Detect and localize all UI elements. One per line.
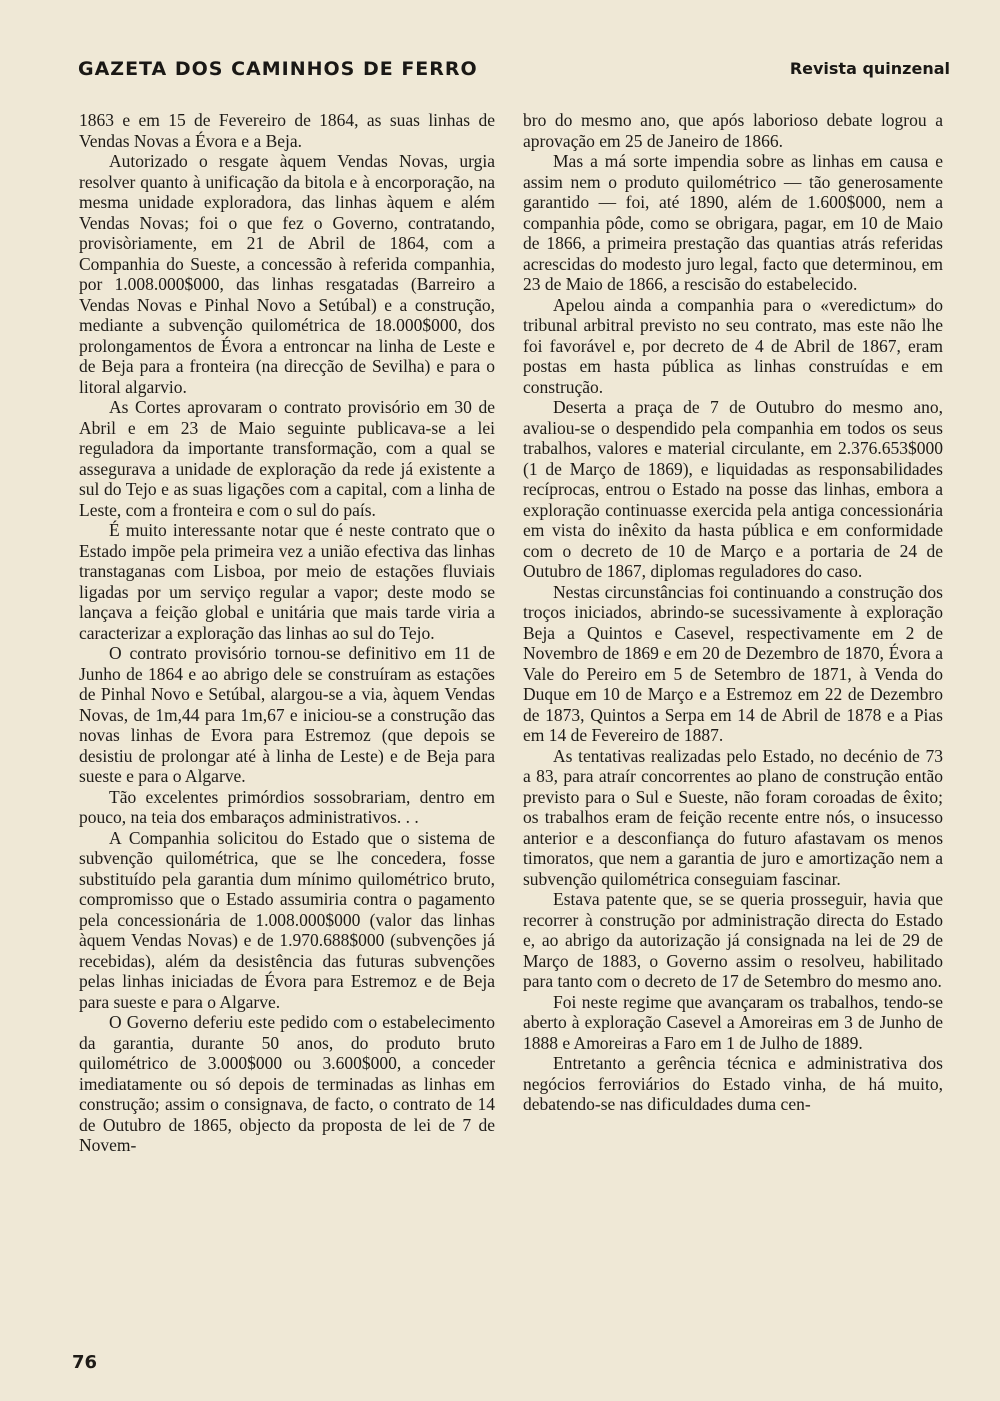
left-column (79, 110, 495, 1156)
paragraph: Tão excelentes primórdios sossobrariam, dentro em pouco, na teia dos embaraços administrativos. . . (79, 786, 495, 827)
paragraph: Autorizado o resgate àquem Vendas Novas, urgia resolver quanto à unificação da bitola e à encorporação, na mesma unidade exploradora, das linhas àquem e além Vendas Novas; foi o que fez o Governo, contratando, provisòriamente, em 21 de Abril de 1864, com a Companhia do Sueste, a concessão à referida companhia, por 1.008.000$000, das linhas resgatadas (Barreiro a Vendas Novas e Pinhal Novo a Setúbal) e a construção, mediante a subvenção quilométrica de 18.000$000, dos prolongamentos de Évora a entroncar na linha de Leste e de Beja para a fronteira (na direcção de Sevilha) e para o litoral algarvio. (79, 151, 495, 397)
paragraph: bro do mesmo ano, que após laborioso debate logrou a aprovação em 25 de Janeiro de 1866. (523, 110, 943, 151)
right-column (523, 110, 943, 1115)
paragraph: O contrato provisório tornou-se definitivo em 11 de Junho de 1864 e ao abrigo dele se construíram as estações de Pinhal Novo e Setúbal, alargou-se a via, àquem Vendas Novas, de 1m,44 para 1m,67 e iniciou-se a construção das novas linhas de Evora para Estremoz (que depois se desistiu de prolongar até à linha de Leste) e de Beja para sueste e para o Algarve. (79, 643, 495, 786)
paragraph: 1863 e em 15 de Fevereiro de 1864, as suas linhas de Vendas Novas a Évora e a Beja. (79, 110, 495, 151)
page-number: 76 (72, 1352, 98, 1373)
publication-title: GAZETA DOS CAMINHOS DE FERRO (78, 58, 478, 80)
paragraph: Foi neste regime que avançaram os trabalhos, tendo-se aberto à exploração Casevel a Amoreiras em 3 de Junho de 1888 e Amoreiras a Faro em 1 de Julho de 1889. (523, 991, 943, 1053)
paragraph: Deserta a praça de 7 de Outubro do mesmo ano, avaliou-se o despendido pela companhia em todos os seus trabalhos, valores e material circulante, em 2.376.653$000 (1 de Março de 1869), e liquidadas as responsabilidades recíprocas, entrou o Estado na posse das linhas, embora a exploração continuasse exercida pela antiga concessionária em vista do inêxito da hasta pública e em conformidade com o decreto de 10 de Março e a portaria de 24 de Outubro de 1867, diplomas reguladores do caso. (523, 397, 943, 581)
paragraph: Estava patente que, se se queria prosseguir, havia que recorrer à construção por administração directa do Estado e, ao abrigo da autorização já consignada na lei de 29 de Março de 1883, o Governo assim o resolveu, habilitado para tanto com o decreto de 17 de Setembro do mesmo ano. (523, 889, 943, 991)
paragraph: O Governo deferiu este pedido com o estabelecimento da garantia, durante 50 anos, do produto bruto quilométrico de 3.000$000 ou 3.600$000, a conceder imediatamente ou só depois de terminadas as linhas em construção; assim o consignava, de facto, o contrato de 14 de Outubro de 1865, objecto da proposta de lei de 7 de Novem- (79, 1012, 495, 1155)
paragraph: A Companhia solicitou do Estado que o sistema de subvenção quilométrica, que se lhe concedera, fosse substituído pela garantia dum mínimo quilométrico bruto, compromisso que o Estado assumiria contra o pagamento pela concessionária de 1.008.000$000 (valor das linhas àquem Vendas Novas) e de 1.970.688$000 (subvenções já recebidas), além da desistência das futuras subvenções pelas linhas iniciadas de Évora para Estremoz e de Beja para sueste e para o Algarve. (79, 827, 495, 1012)
publication-subtitle: Revista quinzenal (789, 59, 950, 78)
paragraph: É muito interessante notar que é neste contrato que o Estado impõe pela primeira vez a união efectiva das linhas transtaganas com Lisboa, por meio de estações fluviais ligadas por um serviço regular a vapor; deste modo se lançava a feição global e unitária que mais tarde viria a caracterizar a exploração das linhas ao sul do Tejo. (79, 520, 495, 643)
paragraph: Nestas circunstâncias foi continuando a construção dos troços iniciados, abrindo-se sucessivamente à exploração Beja a Quintos e Casevel, respectivamente em 2 de Novembro de 1869 e em 20 de Dezembro de 1870, Évora a Vale do Pereiro em 5 de Setembro de 1871, à Venda do Duque em 10 de Março e a Estremoz em 22 de Dezembro de 1873, Quintos a Serpa em 14 de Abril de 1878 e a Pias em 14 de Fevereiro de 1887. (523, 581, 943, 745)
paragraph: As tentativas realizadas pelo Estado, no decénio de 73 a 83, para atraír concorrentes ao plano de construção então previsto para o Sul e Sueste, não foram coroadas de êxito; os trabalhos eram de feição recente entre nós, o insucesso anterior e a desconfiança do futuro afastavam os menos timoratos, que nem a garantia de juro e amortização nem a subvenção quilométrica conseguiam fascinar. (523, 745, 943, 889)
paragraph: As Cortes aprovaram o contrato provisório em 30 de Abril e em 23 de Maio seguinte publicava-se a lei reguladora da importante transformação, com a qual se assegurava a unidade de exploração da rede já existente a sul do Tejo e as suas ligações com a capital, com a linha de Leste, com a fronteira e com o sul do país. (79, 397, 495, 520)
paragraph: Entretanto a gerência técnica e administrativa dos negócios ferroviários do Estado vinha, de há muito, debatendo-se nas dificuldades duma cen- (523, 1053, 943, 1114)
paragraph: Mas a má sorte impendia sobre as linhas em causa e assim nem o produto quilométrico — tão generosamente garantido — foi, até 1890, além de 1.600$000, nem a companhia pôde, como se obrigara, pagar, em 10 de Maio de 1866, a primeira prestação das quantias atrás referidas acrescidas do modesto juro legal, facto que determinou, em 23 de Maio de 1866, a rescisão do estabelecido. (523, 151, 943, 294)
paragraph: Apelou ainda a companhia para o «veredictum» do tribunal arbitral previsto no seu contrato, mas este não lhe foi favorável e, por decreto de 4 de Abril de 1867, eram postas em hasta pública as linhas construídas e em construção. (523, 294, 943, 397)
page-header (78, 54, 950, 84)
